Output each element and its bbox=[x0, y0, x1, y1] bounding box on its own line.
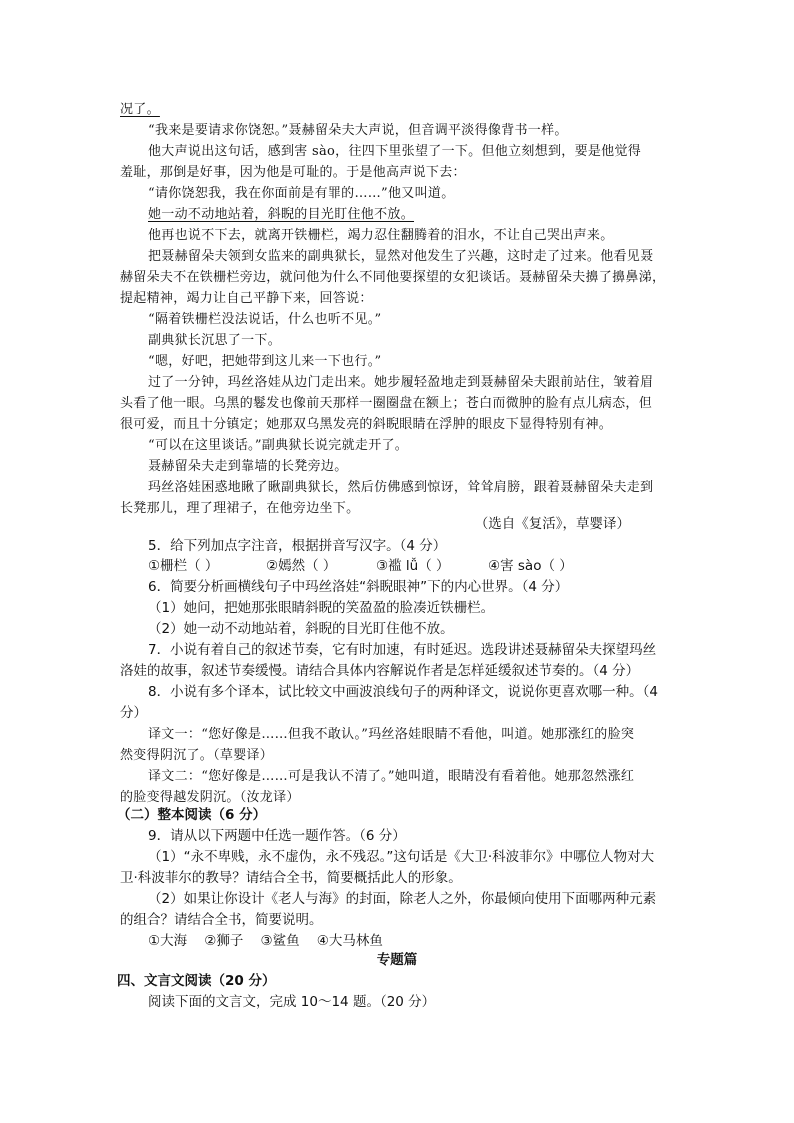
section-4-heading: 四、文言文阅读（20 分） bbox=[117, 973, 276, 989]
translation-1: 译文一：“您好像是……但我不敢认。”玛丝洛娃眼睛不看他，叫道。她那涨红的脸突 bbox=[148, 727, 635, 742]
question-5: 5．给下列加点字注音，根据拼音写汉字。（4 分） bbox=[148, 538, 447, 554]
excerpt-line: 很可爱，而且十分镇定；她那双乌黑发亮的斜睨眼睛在浮肿的眼皮下显得特别有神。 bbox=[120, 417, 613, 432]
question-9-options: ①大海 ②狮子 ③鲨鱼 ④大马林鱼 bbox=[148, 933, 383, 949]
question-9-2: （2）如果让你设计《老人与海》的封面，除老人之外，你最倾向使用下面哪两种元素 bbox=[148, 891, 657, 907]
excerpt-line: 玛丝洛娃困惑地瞅了瞅副典狱长，然后仿佛感到惊讶，耸耸肩膀，跟着聂赫留朵夫走到 bbox=[148, 480, 654, 495]
question-8: 8．小说有多个译本，试比较文中画波浪线句子的两种译文，说说你更喜欢哪一种。（4 bbox=[148, 684, 658, 700]
excerpt-line: 把聂赫留朵夫领到女监来的副典狱长，显然对他发生了兴趣，这时走了过来。他看见聂 bbox=[148, 249, 654, 264]
translation-2-cont: 的脸变得越发阴沉。（汝龙译） bbox=[120, 790, 300, 805]
excerpt-line: 他再也说不下去，就离开铁栅栏，竭力忍住翻腾着的泪水，不让自己哭出声来。 bbox=[148, 228, 614, 243]
question-8-cont: 分） bbox=[120, 705, 147, 721]
question-9-1-cont: 卫·科波菲尔的教导？请结合全书，简要概括此人的形象。 bbox=[120, 870, 462, 886]
special-title: 专题篇 bbox=[376, 952, 418, 968]
question-9-2-cont: 的组合？请结合全书，简要说明。 bbox=[120, 912, 323, 928]
excerpt-line: “可以在这里谈话。”副典狱长说完就走开了。 bbox=[148, 438, 409, 453]
excerpt-line: “嗯，好吧，把她带到这儿来一下也行。” bbox=[148, 354, 382, 369]
section-heading: （二）整本阅读（6 分） bbox=[117, 807, 267, 823]
section-4-instruction: 阅读下面的文言文，完成 10～14 题。（20 分） bbox=[148, 994, 436, 1010]
underlined-sentence: 她一动不动地站着，斜睨的目光盯住他不放。 bbox=[148, 207, 415, 222]
excerpt-line: 聂赫留朵夫走到靠墙的长凳旁边。 bbox=[148, 459, 348, 474]
question-9: 9．请从以下两题中任选一题作答。（6 分） bbox=[148, 828, 406, 844]
question-6-sentence-1: （1）她问，把她那张眼睛斜睨的笑盈盈的脸凑近铁栅栏。 bbox=[148, 600, 495, 616]
excerpt-source: （选自《复活》，草婴译） bbox=[474, 516, 630, 532]
translation-1-cont: 然变得阴沉了。（草婴译） bbox=[120, 748, 274, 763]
excerpt-line: 况了。 bbox=[120, 102, 160, 117]
excerpt-line: 赫留朵夫不在铁栅栏旁边，就问他为什么不同他要探望的女犯谈话。聂赫留朵夫擤了擤鼻涕， bbox=[120, 270, 666, 285]
question-7: 7．小说有着自己的叙述节奏，它有时加速，有时延迟。选段讲述聂赫留朵夫探望玛丝 bbox=[148, 642, 657, 658]
q5-option-1: ①栅栏（ ） bbox=[148, 558, 219, 574]
excerpt-line: 头看了他一眼。乌黑的鬈发也像前天那样一圈圈盘在额上；苍白而微肿的脸有点儿病态，但 bbox=[120, 396, 653, 411]
excerpt-line: 羞耻，那倒是好事，因为他是可耻的。于是他高声说下去： bbox=[120, 165, 466, 180]
question-6: 6．简要分析画横线句子中玛丝洛娃“斜睨眼神”下的内心世界。（4 分） bbox=[148, 579, 569, 595]
question-7-cont: 洛娃的故事，叙述节奏缓慢。请结合具体内容解说作者是怎样延缓叙述节奏的。（4 分） bbox=[120, 663, 640, 679]
excerpt-line: 他大声说出这句话，感到害 sào，往四下里张望了一下。但他立刻想到，要是他觉得 bbox=[148, 144, 642, 159]
excerpt-line: 提起精神，竭力让自己平静下来，回答说： bbox=[120, 291, 373, 306]
excerpt-line: “请你饶恕我，我在你面前是有罪的……”他又叫道。 bbox=[148, 186, 455, 201]
question-9-1: （1）“永不卑贱，永不虚伪，永不残忍。”这句话是《大卫·科波菲尔》中哪位人物对大 bbox=[148, 849, 655, 865]
excerpt-line: 过了一分钟，玛丝洛娃从边门走出来。她步履轻盈地走到聂赫留朵夫跟前站住，皱着眉 bbox=[148, 375, 654, 390]
translation-2: 译文二：“您好像是……可是我认不清了。”她叫道，眼睛没有看着他。她那忽然涨红 bbox=[148, 769, 635, 784]
question-5-options bbox=[148, 557, 708, 576]
excerpt-line: “我来是要请求你饶恕。”聂赫留朵夫大声说，但音调平淡得像背书一样。 bbox=[148, 123, 568, 138]
question-6-sentence-2: （2）她一动不动地站着，斜睨的目光盯住他不放。 bbox=[148, 621, 454, 637]
q5-option-4: ④害 sào（ ） bbox=[488, 558, 573, 574]
q5-option-3: ③褴 lǚ（ ） bbox=[376, 558, 450, 574]
excerpt-line: “隔着铁栅栏没法说话，什么也听不见。” bbox=[148, 312, 382, 327]
q5-option-2: ②嫣然（ ） bbox=[266, 558, 337, 574]
excerpt-line: 副典狱长沉思了一下。 bbox=[148, 333, 282, 348]
excerpt-line: 长凳那儿，理了理裙子，在他旁边坐下。 bbox=[120, 501, 360, 516]
